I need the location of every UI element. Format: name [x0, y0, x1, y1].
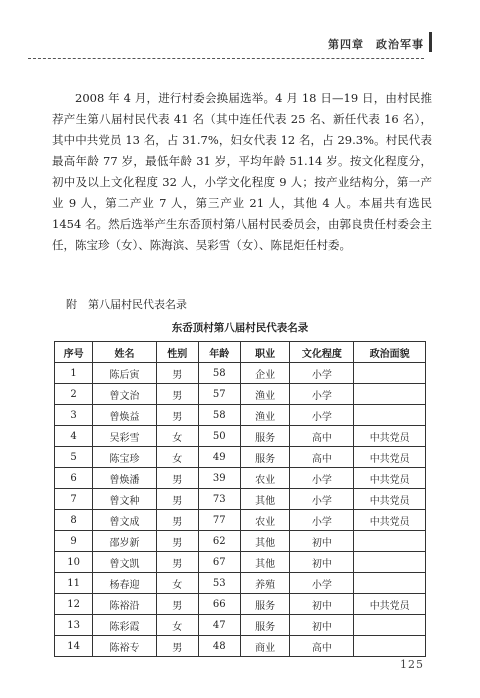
header-divider — [28, 58, 424, 59]
cell-gender: 男 — [156, 363, 198, 384]
cell-age: 50 — [198, 426, 240, 447]
table-header-row — [55, 342, 426, 363]
cell-index: 6 — [55, 468, 93, 489]
table-row — [55, 489, 426, 510]
cell-name: 邵岁新 — [93, 531, 157, 552]
cell-occupation: 养殖 — [240, 573, 290, 594]
cell-education: 初中 — [290, 615, 354, 636]
cell-age: 73 — [198, 489, 240, 510]
cell-index: 8 — [55, 510, 93, 531]
cell-education: 小学 — [290, 363, 354, 384]
cell-political: 中共党员 — [354, 426, 426, 447]
cell-political — [354, 573, 426, 594]
cell-index: 12 — [55, 594, 93, 615]
table-row — [55, 468, 426, 489]
cell-age: 58 — [198, 405, 240, 426]
cell-education: 小学 — [290, 510, 354, 531]
cell-gender: 女 — [156, 447, 198, 468]
cell-index: 14 — [55, 636, 93, 657]
cell-occupation: 商业 — [240, 636, 290, 657]
cell-occupation: 服务 — [240, 426, 290, 447]
representatives-table — [54, 341, 426, 657]
cell-name: 曾焕潘 — [93, 468, 157, 489]
cell-age: 53 — [198, 573, 240, 594]
cell-education: 高中 — [290, 426, 354, 447]
table-title: 东岙顶村第八届村民代表名录 — [171, 322, 309, 334]
cell-occupation: 渔业 — [240, 405, 290, 426]
cell-name: 陈宝珍 — [93, 447, 157, 468]
table-row — [55, 384, 426, 405]
cell-name: 陈后寅 — [93, 363, 157, 384]
body-text — [52, 88, 432, 256]
cell-index: 3 — [55, 405, 93, 426]
cell-index: 13 — [55, 615, 93, 636]
cell-education: 高中 — [290, 636, 354, 657]
table-row — [55, 510, 426, 531]
col-header-occupation: 职业 — [240, 342, 290, 363]
table-row — [55, 531, 426, 552]
cell-gender: 男 — [156, 468, 198, 489]
table-row — [55, 363, 426, 384]
col-header-education: 文化程度 — [290, 342, 354, 363]
cell-age: 39 — [198, 468, 240, 489]
cell-name: 曾文种 — [93, 489, 157, 510]
cell-age: 48 — [198, 636, 240, 657]
cell-political: 中共党员 — [354, 510, 426, 531]
cell-political — [354, 405, 426, 426]
cell-occupation: 其他 — [240, 489, 290, 510]
cell-political: 中共党员 — [354, 468, 426, 489]
cell-name: 曾文治 — [93, 384, 157, 405]
cell-gender: 女 — [156, 426, 198, 447]
col-header-name: 姓名 — [93, 342, 157, 363]
cell-age: 77 — [198, 510, 240, 531]
cell-education: 初中 — [290, 552, 354, 573]
cell-political — [354, 363, 426, 384]
cell-name: 曾焕益 — [93, 405, 157, 426]
col-header-index: 序号 — [55, 342, 93, 363]
table-row — [55, 552, 426, 573]
cell-political — [354, 636, 426, 657]
cell-name: 陈裕沿 — [93, 594, 157, 615]
cell-index: 9 — [55, 531, 93, 552]
cell-name: 曾文成 — [93, 510, 157, 531]
cell-gender: 男 — [156, 384, 198, 405]
table-row — [55, 447, 426, 468]
cell-gender: 女 — [156, 573, 198, 594]
cell-index: 7 — [55, 489, 93, 510]
cell-occupation: 农业 — [240, 510, 290, 531]
cell-gender: 男 — [156, 489, 198, 510]
cell-age: 47 — [198, 615, 240, 636]
cell-occupation: 企业 — [240, 363, 290, 384]
cell-index: 1 — [55, 363, 93, 384]
cell-education: 小学 — [290, 405, 354, 426]
table-row — [55, 573, 426, 594]
col-header-gender: 性别 — [156, 342, 198, 363]
col-header-age: 年龄 — [198, 342, 240, 363]
cell-age: 58 — [198, 363, 240, 384]
cell-name: 吴彩雪 — [93, 426, 157, 447]
cell-political — [354, 615, 426, 636]
cell-education: 高中 — [290, 447, 354, 468]
body-paragraph: 2008 年 4 月，进行村委会换届选举。4 月 18 日—19 日，由村民推荐产生第八届村民代表 41 名（其中连任代表 25 名、新任代表 16 名），其中中共党员 13 名，占 31.7%，妇女代表 12 名，占 29.3%。村民代表最高年龄 77 岁，最低年龄 31 岁，平均年龄 51.14 岁。按文化程度分，初中及以上文化程度 32 人，小学文化程度 9 人；按产业结构分，第一产业 9 人，第二产业 7 人，第三产业 21 人，其他 4 人。本届共有选民 1454 名。然后选举产生东岙顶村第八届村民委员会，由郭良贵任村委会主任，陈宝珍（女）、陈海滨、吴彩雪（女）、陈昆炬任村委。 — [52, 91, 432, 252]
cell-occupation: 其他 — [240, 531, 290, 552]
cell-occupation: 其他 — [240, 552, 290, 573]
cell-gender: 男 — [156, 552, 198, 573]
cell-gender: 男 — [156, 405, 198, 426]
cell-occupation: 农业 — [240, 468, 290, 489]
cell-political — [354, 384, 426, 405]
cell-name: 杨春迎 — [93, 573, 157, 594]
header-bar — [429, 32, 432, 52]
cell-occupation: 服务 — [240, 447, 290, 468]
appendix-label: 附 第八届村民代表名录 — [66, 298, 187, 311]
table-row — [55, 594, 426, 615]
cell-index: 4 — [55, 426, 93, 447]
cell-age: 49 — [198, 447, 240, 468]
cell-gender: 男 — [156, 531, 198, 552]
cell-name: 曾文凯 — [93, 552, 157, 573]
cell-age: 62 — [198, 531, 240, 552]
cell-index: 11 — [55, 573, 93, 594]
cell-education: 小学 — [290, 468, 354, 489]
cell-political: 中共党员 — [354, 594, 426, 615]
cell-political: 中共党员 — [354, 447, 426, 468]
cell-gender: 男 — [156, 594, 198, 615]
chapter-header: 第四章 政治军事 — [328, 38, 424, 51]
cell-gender: 女 — [156, 615, 198, 636]
cell-occupation: 服务 — [240, 594, 290, 615]
table-row — [55, 405, 426, 426]
cell-age: 57 — [198, 384, 240, 405]
cell-political — [354, 552, 426, 573]
table-row — [55, 636, 426, 657]
cell-occupation: 渔业 — [240, 384, 290, 405]
cell-name: 陈裕专 — [93, 636, 157, 657]
cell-education: 小学 — [290, 489, 354, 510]
cell-political: 中共党员 — [354, 489, 426, 510]
cell-occupation: 服务 — [240, 615, 290, 636]
page-number: 125 — [400, 658, 424, 671]
cell-education: 小学 — [290, 384, 354, 405]
table-row — [55, 426, 426, 447]
cell-education: 初中 — [290, 594, 354, 615]
cell-education: 初中 — [290, 531, 354, 552]
cell-political — [354, 531, 426, 552]
table-body — [55, 363, 426, 657]
cell-education: 小学 — [290, 573, 354, 594]
cell-gender: 男 — [156, 636, 198, 657]
table-row — [55, 615, 426, 636]
cell-name: 陈彩霞 — [93, 615, 157, 636]
cell-index: 10 — [55, 552, 93, 573]
cell-index: 5 — [55, 447, 93, 468]
cell-age: 67 — [198, 552, 240, 573]
cell-age: 66 — [198, 594, 240, 615]
cell-gender: 男 — [156, 510, 198, 531]
col-header-political: 政治面貌 — [354, 342, 426, 363]
cell-index: 2 — [55, 384, 93, 405]
